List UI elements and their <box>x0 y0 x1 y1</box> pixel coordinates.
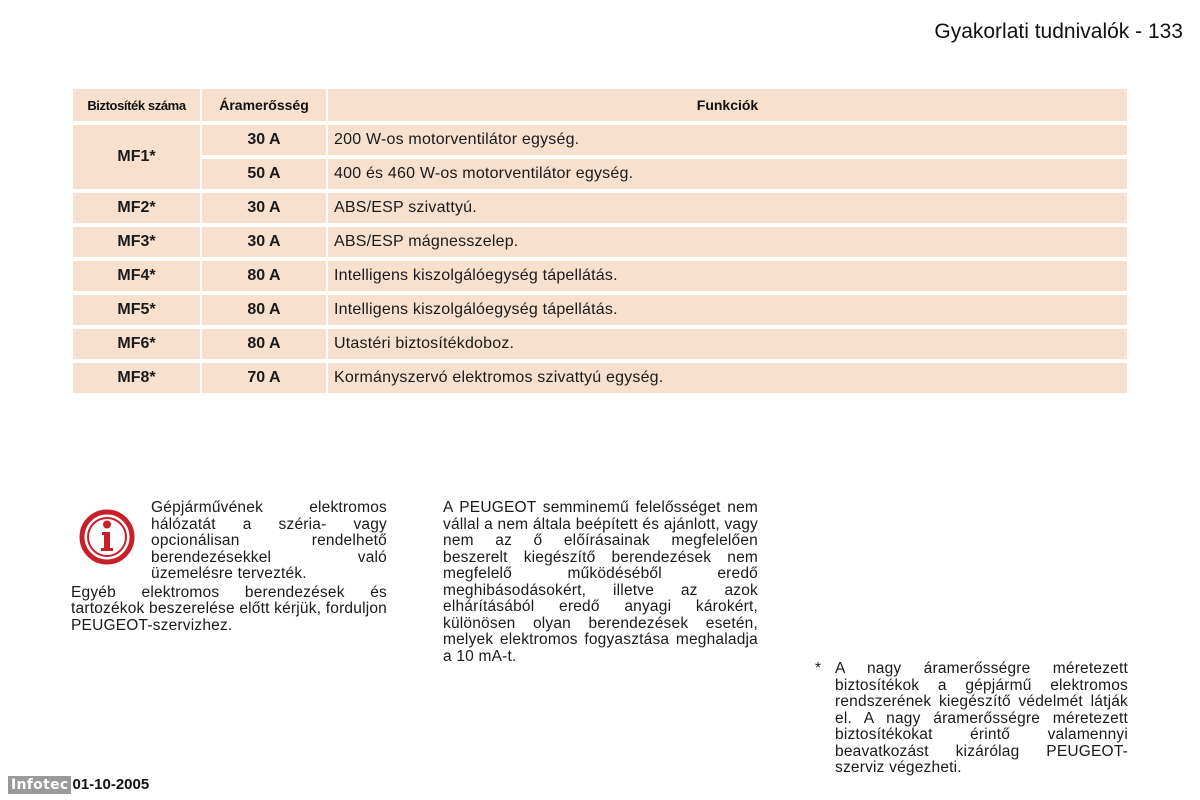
table-row <box>73 261 1127 291</box>
table-header-row <box>73 89 1127 121</box>
function-cell: 200 W-os motorventilátor egység. <box>328 125 1127 155</box>
amperage-cell: 50 A <box>202 159 326 189</box>
amperage-cell: 80 A <box>202 295 326 325</box>
function-cell: 400 és 460 W-os motorventilátor egység. <box>328 159 1127 189</box>
fuse-number-cell: MF5* <box>73 295 200 325</box>
amperage-cell: 30 A <box>202 227 326 257</box>
info-text-first: Gépjárművének elektromos hálózatát a széria- vagy opcionálisan rendelhető berendezésekkel való üzemelésre tervezték. <box>151 499 387 582</box>
fuse-number-cell: MF3* <box>73 227 200 257</box>
function-cell: Intelligens kiszolgálóegység tápellátás. <box>328 261 1127 291</box>
liability-note: A PEUGEOT semminemű felelősséget nem vállal a nem általa beépített és ajánlott, vagy nem az ő előírásainak megfelelően beszerelt kiegészítő berendezések nem megfelelő működéséből eredő meghibásodásokért, illetve az azok elhárításából eredő anyagi károkért, különösen olyan berendezések esetén, melyek elektromos fogyasztása meghaladja a 10 mA-t. <box>443 499 758 665</box>
header-fuse-number: Biztosíték száma <box>73 89 200 121</box>
table-row <box>73 295 1127 325</box>
fuse-number-cell: MF8* <box>73 363 200 393</box>
fuse-number-cell: MF1* <box>73 125 200 189</box>
info-icon <box>79 509 135 565</box>
footnote-marker: * <box>815 660 822 677</box>
amperage-cell: 30 A <box>202 193 326 223</box>
footnote <box>815 661 1128 777</box>
function-cell: Intelligens kiszolgálóegység tápellátás. <box>328 295 1127 325</box>
fuse-number-cell: MF2* <box>73 193 200 223</box>
info-text-second: Egyéb elektromos berendezések és tartozékok beszerelése előtt kérjük, forduljon PEUGEOT-szervizhez. <box>71 583 387 634</box>
table-row <box>73 125 1127 155</box>
table-row <box>73 329 1127 359</box>
function-cell: Kormányszervó elektromos szivattyú egység. <box>328 363 1127 393</box>
footnote-text: A nagy áramerősségre méretezett biztosítékok a gépjármű elektromos rendszerének kiegészítő védelmét látják el. A nagy áramerősségre méretezett biztosítékokat érintő valamennyi beavatkozást kizárólag PEUGEOT-szerviz végezheti. <box>835 660 1128 776</box>
table-row <box>73 227 1127 257</box>
header-amperage: Áramerősség <box>202 89 326 121</box>
fuse-table <box>71 85 1129 397</box>
function-cell: Utastéri biztosítékdoboz. <box>328 329 1127 359</box>
fuse-number-cell: MF6* <box>73 329 200 359</box>
footer-date: 01-10-2005 <box>72 776 150 793</box>
table-row <box>73 363 1127 393</box>
footer <box>8 776 149 794</box>
header-functions: Funkciók <box>328 89 1127 121</box>
amperage-cell: 80 A <box>202 261 326 291</box>
table-row <box>73 193 1127 223</box>
page-header: Gyakorlati tudnivalók - 133 <box>934 20 1183 43</box>
fuse-number-cell: MF4* <box>73 261 200 291</box>
function-cell: ABS/ESP szivattyú. <box>328 193 1127 223</box>
amperage-cell: 70 A <box>202 363 326 393</box>
amperage-cell: 30 A <box>202 125 326 155</box>
info-note <box>71 500 387 634</box>
function-cell: ABS/ESP mágnesszelep. <box>328 227 1127 257</box>
table-row <box>73 159 1127 189</box>
infotec-logo: Infotec <box>8 776 71 794</box>
amperage-cell: 80 A <box>202 329 326 359</box>
